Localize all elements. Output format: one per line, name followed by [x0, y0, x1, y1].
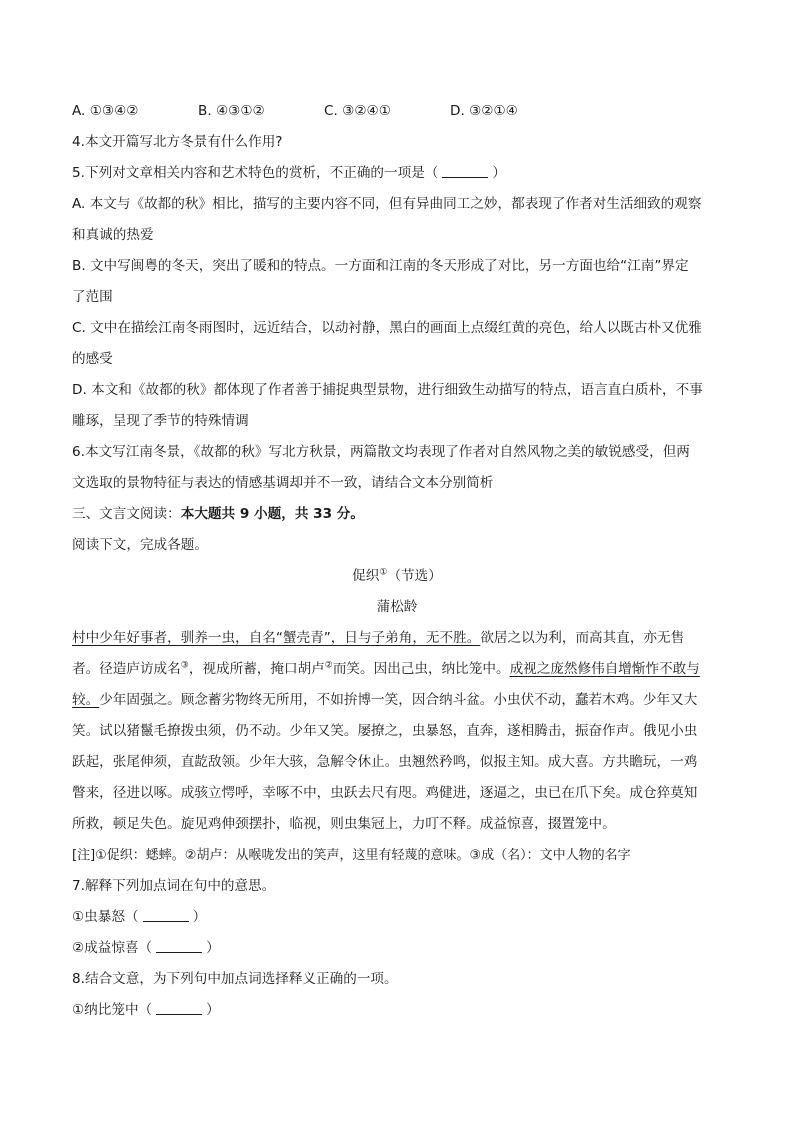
footnote-ref-2: ② — [324, 660, 333, 671]
section-3-desc: 本大题共 9 小题，共 33 分。 — [180, 506, 364, 522]
passage-author: 蒲松龄 — [376, 599, 418, 615]
underlined-sentence-1: 村中少年好事者，驯养一虫，自名“蟹壳青”，日与子弟角，无不胜。 — [72, 630, 481, 646]
answer-blank[interactable] — [156, 1000, 202, 1015]
question-4: 4.本文开篇写北方冬景有什么作用? — [72, 134, 283, 150]
passage-line-1 — [72, 623, 722, 654]
section-3-label: 三、文言文阅读： — [72, 506, 181, 522]
passage-line-6: 瞥来，径进以啄。成骇立愕呼，幸啄不中，虫跃去尺有咫。鸡健进，逐逼之，虫已在爪下矣。成仓猝莫知 — [72, 785, 698, 801]
footnote-ref-3: ③ — [180, 660, 189, 671]
passage-line-2 — [72, 654, 722, 685]
passage-text: 者。径造庐访成名 — [72, 661, 181, 677]
q5-option-a-line1: A. 本文与《故都的秋》相比，描写的主要内容不同，但有异曲同工之妙，都表现了作者对生活细致的观察 — [72, 196, 702, 212]
question-6-line1: 6.本文写江南冬景，《故都的秋》写北方秋景，两篇散文均表现了作者对自然风物之美的敏锐感受，但两 — [72, 444, 690, 460]
question-5-stem — [72, 158, 722, 189]
q5-stem-close: ） — [492, 165, 506, 181]
q5-option-d-line1: D. 本文和《故都的秋》都体现了作者善于捕捉典型景物，进行细致生动描写的特点，语言直白质朴，不事 — [72, 382, 703, 398]
q5-option-d-line2: 雕琢，呈现了季节的特殊情调 — [72, 413, 249, 429]
q7-item-1-close: ） — [192, 909, 207, 925]
q5-stem-text: 5.下列对文章相关内容和艺术特色的赏析，不正确的一项是（ — [72, 165, 439, 181]
passage-title-suffix: （节选） — [387, 568, 442, 584]
exam-page — [72, 96, 722, 1026]
passage-text: 欲居之以为利，而高其直，亦无售 — [480, 630, 685, 646]
choice-c: C. ③②④① — [324, 103, 391, 119]
q8-item-1-text: ①纳比笼中（ — [72, 1002, 153, 1018]
answer-blank[interactable] — [156, 938, 202, 953]
q7-item-1-text: ①虫暴怒（ — [72, 909, 139, 925]
question-7-item-2 — [72, 933, 722, 964]
q8-item-1-close: ） — [206, 1002, 220, 1018]
passage-text: 少年固强之。顾念蓄劣物终无所用，不如拚博一笑，因合纳斗盆。小虫伏不动，蠢若木鸡。少年又大 — [99, 692, 698, 708]
q7-item-2-close: ） — [206, 940, 220, 956]
passage-line-3 — [72, 685, 722, 716]
section-3-heading — [72, 499, 722, 530]
passage-line-7: 所救，顿足失色。旋见鸡伸颈摆扑，临视，则虫集冠上，力叮不释。成益惊喜，掇置笼中。 — [72, 816, 616, 832]
q5-option-b-line2: 了范围 — [72, 289, 113, 305]
passage-text: ，视成所蓄，掩口胡卢 — [188, 661, 325, 677]
choice-b: B. ④③①② — [198, 103, 265, 119]
question-8-stem: 8.结合文意，为下列句中加点词选择释义正确的一项。 — [72, 971, 398, 987]
passage-title — [72, 561, 722, 592]
q5-option-a-line2: 和真诚的热爱 — [72, 227, 154, 243]
choice-d: D. ③②①④ — [450, 103, 518, 119]
passage-title-text: 促织 — [352, 568, 380, 584]
passage-line-4: 笑。试以猪鬣毛撩拨虫须，仍不动。少年又笑。屡撩之，虫暴怒，直奔，遂相腾击，振奋作声。俄见小虫 — [72, 723, 698, 739]
reading-instruction: 阅读下文，完成各题。 — [72, 537, 208, 553]
q5-option-c-line2: 的感受 — [72, 351, 113, 367]
q7-item-2-text: ②成益惊喜（ — [72, 940, 153, 956]
underlined-sentence-2-end: 较。 — [72, 692, 100, 708]
q3-choices — [72, 96, 722, 127]
question-6-line2: 文选取的景物特征与表达的情感基调却并不一致，请结合文本分别简析 — [72, 475, 494, 491]
answer-blank[interactable] — [143, 907, 189, 922]
q5-option-c-line1: C. 文中在描绘江南冬雨图时，远近结合，以动衬静，黑白的画面上点缀红黄的亮色，给人以既古朴又优雅 — [72, 320, 702, 336]
passage-text: 而笑。因出己虫，纳比笼中。 — [332, 661, 510, 677]
passage-line-5: 跃起，张尾伸须，直龁敌领。少年大骇，急解令休止。虫翘然矜鸣，似报主知。成大喜。方共瞻玩，一鸡 — [72, 754, 698, 770]
question-7-item-1 — [72, 902, 722, 933]
footnotes: [注]①促织：蟋蟀。②胡卢：从喉咙发出的笑声，这里有轻蔑的意味。③成（名）：文中人物的名字 — [72, 848, 631, 863]
passage-title-note: ① — [379, 567, 388, 578]
question-7-stem: 7.解释下列加点词在句中的意思。 — [72, 878, 276, 894]
q5-option-b-line1: B. 文中写闽粤的冬天，突出了暖和的特点。一方面和江南的冬天形成了对比，另一方面也给“江南”界定 — [72, 258, 689, 274]
choice-a: A. ①③④② — [72, 103, 139, 119]
question-8-item-1 — [72, 995, 722, 1026]
underlined-sentence-2: 成视之庞然修伟自增惭怍不敢与 — [509, 661, 700, 677]
answer-blank[interactable] — [442, 163, 488, 178]
